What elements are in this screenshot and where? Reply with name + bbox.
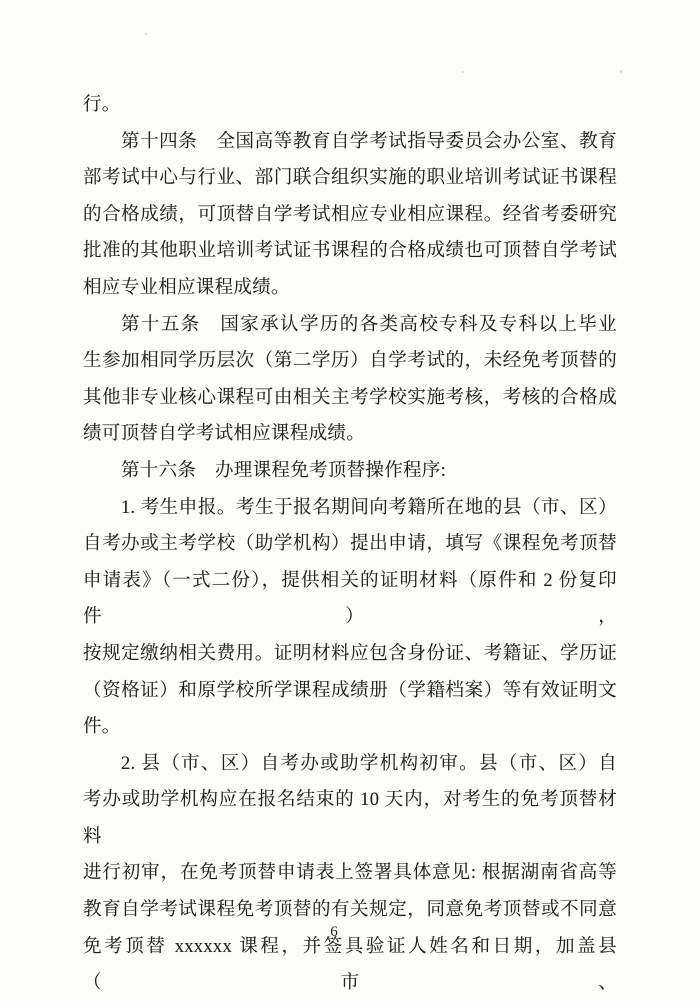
text-line: 其他非专业核心课程可由相关主考学校实施考核，考核的合格成 — [83, 387, 617, 408]
text-line: 1. 考生申报。考生于报名期间向考籍所在地的县（市、区） — [121, 497, 617, 518]
text-line: （资格证）和原学校所学课程成绩册（学籍档案）等有效证明文 — [83, 680, 617, 701]
scan-speck — [620, 70, 622, 73]
text-line: 件。 — [83, 717, 121, 738]
text-line: 生参加相同学历层次（第二学历）自学考试的，未经免考顶替的 — [83, 351, 617, 372]
text-line: 的合格成绩，可顶替自学考试相应专业相应课程。经省考委研究 — [83, 204, 617, 225]
text-line: 第十四条 全国高等教育自学考试指导委员会办公室、教育 — [121, 131, 617, 152]
text-line: 批准的其他职业培训考试证书课程的合格成绩也可顶替自学考试 — [83, 241, 617, 262]
text-line: 申请表》（一式二份），提供相关的证明材料（原件和 2 份复印件）， — [83, 570, 617, 628]
text-line: 2. 县（市、区）自考办或助学机构初审。县（市、区）自 — [121, 753, 617, 774]
text-line: 教育自学考试课程免考顶替的有关规定，同意免考顶替或不同意 — [83, 900, 617, 921]
scan-speck — [462, 71, 464, 73]
text-line: 部考试中心与行业、部门联合组织实施的职业培训考试证书课程 — [83, 168, 617, 189]
text-line: 按规定缴纳相关费用。证明材料应包含身份证、考籍证、学历证 — [83, 643, 617, 664]
text-line: 自考办或主考学校（助学机构）提出申请，填写《课程免考顶替 — [83, 534, 617, 555]
text-line: 免考顶替 xxxxxx 课程，并签具验证人姓名和日期，加盖县（市、 — [83, 936, 617, 994]
page-number: 6 — [330, 924, 338, 940]
text-line: 进行初审，在免考顶替申请表上签署具体意见: 根据湖南省高等 — [83, 863, 617, 884]
text-line: 绩可顶替自学考试相应课程成绩。 — [83, 424, 366, 445]
text-line: 考办或助学机构应在报名结束的 10 天内，对考生的免考顶替材料 — [83, 790, 617, 847]
text-line: 行。 — [83, 95, 121, 115]
text-line: 第十五条 国家承认学历的各类高校专科及专科以上毕业 — [121, 314, 617, 335]
text-line: 第十六条 办理课程免考顶替操作程序: — [121, 460, 447, 481]
text-line: 相应专业相应课程成绩。 — [83, 277, 290, 298]
document-body — [83, 87, 617, 1002]
scan-speck — [145, 33, 147, 35]
